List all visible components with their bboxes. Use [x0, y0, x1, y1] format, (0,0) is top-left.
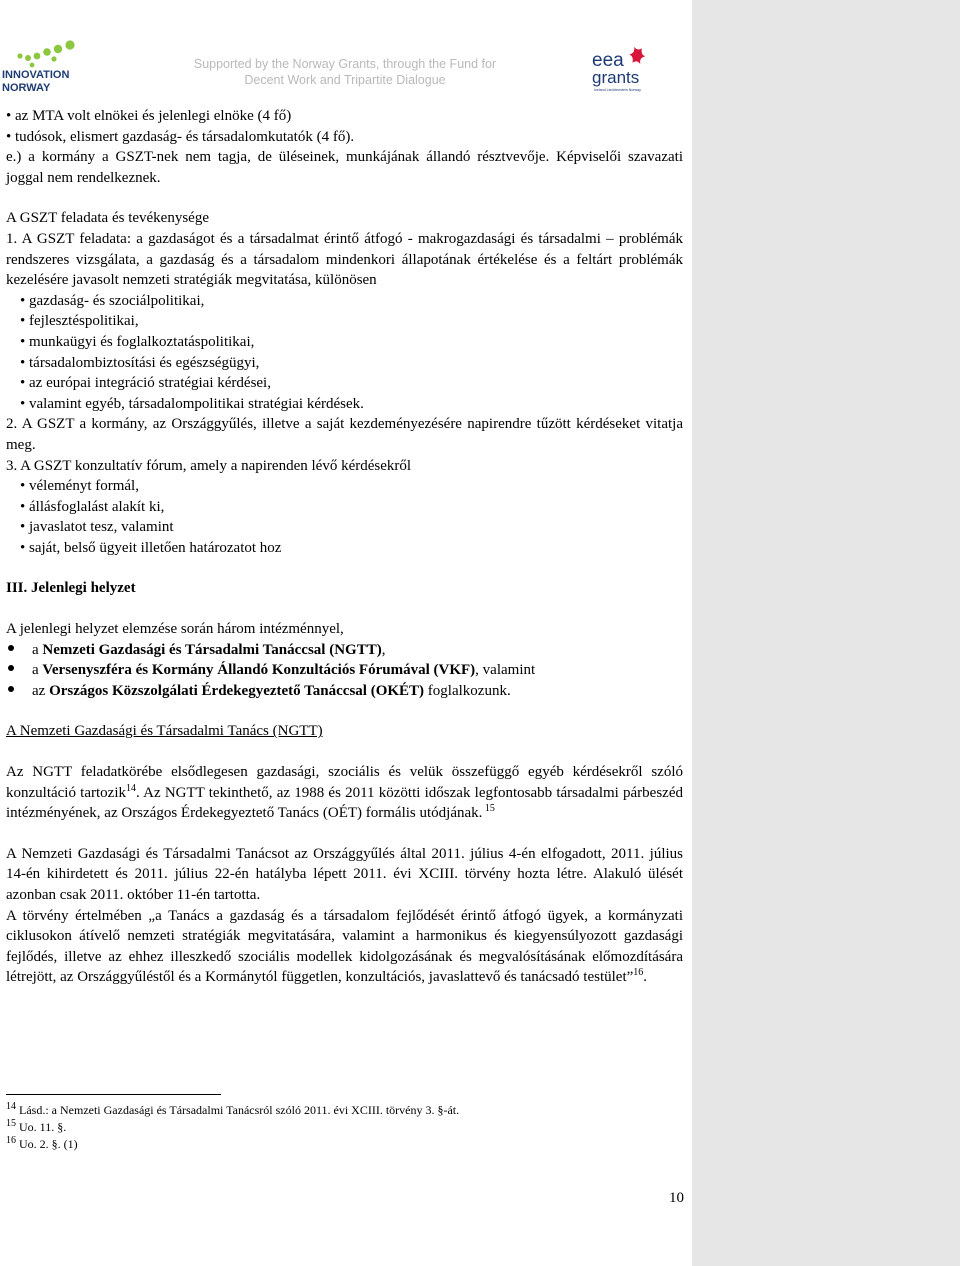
footnote: $^{14}$ Lásd.: a Nemzeti Gazdasági és Társadalmi Tanácsról szóló 2011. évi XCIII. törvény 3. §-át. [6, 1101, 460, 1117]
paragraph-3: 3. A GSZT konzultatív fórum, amely a napirenden lévő kérdésekről [6, 457, 412, 474]
right-margin-panel [692, 0, 960, 1266]
list-item: • fejlesztéspolitikai, [20, 313, 139, 330]
header-funding-note [160, 56, 530, 88]
eea-grants-logo [592, 46, 664, 98]
institution-item: a Nemzeti Gazdasági és Társadalmi Tanáccsal (NGTT), [6, 640, 683, 661]
list-item: • gazdaság- és szociálpolitikai, [20, 292, 205, 309]
ngtt-paragraph-3: A törvény értelmében „a Tanács a gazdaság és a társadalom fejlődését érintő átfogó ügyek, a kormányzati ciklusokon átívelő nemzeti stratégiák megvitatására, valamint a harmonikus és kiegyensúlyozott gazdasági fejlődés, illetve az ehhez illeszkedő szociális modellek kidolgozásának és megvalósításának előmozdítására létrejött, az Országgyűléstől és a Kormánytól független, konzultációs, javaslattevő és tanácsadó testület”$^{16}$. [6, 907, 683, 986]
intro-text: A jelenlegi helyzet elemzése során három intézménnyel, [6, 621, 344, 638]
list-item: • valamint egyéb, társadalompolitikai stratégiai kérdések. [20, 395, 364, 412]
ngtt-heading: A Nemzeti Gazdasági és Társadalmi Tanács (NGTT) [6, 723, 323, 740]
logo-tagline: Iceland Liechtenstein Norway [594, 88, 641, 92]
innovation-norway-logo [2, 40, 94, 98]
list-item: • társadalombiztosítási és egészségügyi, [20, 354, 260, 371]
list-item: • saját, belső ügyeit illetően határozatot hoz [20, 539, 282, 556]
header-line-2: Decent Work and Tripartite Dialogue [244, 73, 446, 87]
bullet-item: • tudósok, elismert gazdaság- és társadalomkutatók (4 fő). [6, 128, 355, 145]
logo-word-eea: eea [592, 50, 624, 71]
list-item: • állásfoglalást alakít ki, [20, 498, 165, 515]
bullet-dot-icon [8, 686, 14, 692]
list-item: • javaslatot tesz, valamint [20, 519, 174, 536]
footnote-ref: 14 [126, 782, 136, 794]
footnote-separator [6, 1094, 221, 1095]
ngtt-paragraph-1: Az NGTT feladatkörébe elsődlegesen gazdasági, szociális és velük összefüggő egyéb kérdésekről szóló konzultáció tartozik$^{14}$. Az NGTT tekinthető, az 1988 és 2011 közötti időszak legfontosabb társadalmi párbeszéd intézményének, az Országos Érdekegyeztető Tanács (OÉT) formális utódjának. $^{15}$ [6, 764, 683, 822]
paragraph-2: 2. A GSZT a kormány, az Országgyűlés, illetve a saját kezdeményezésére napirendre tűzött kérdéseket vitatja meg. [6, 416, 683, 453]
bullet-dot-icon [8, 645, 14, 651]
footnotes [6, 1102, 683, 1153]
subheading-gszt-tasks: A GSZT feladata és tevékenysége [6, 210, 209, 227]
logo-word-norway: NORWAY [2, 82, 51, 94]
paragraph-1: 1. A GSZT feladata: a gazdaságot és a társadalmat érintő átfogó - makrogazdasági és társadalmi – problémák rendszeres vizsgálata, a gazdaság és a társadalom mindenkori állapotának értékelése és a feltárt problémák kezelésére javasolt nemzeti stratégiák megvitatása, különösen [6, 230, 683, 289]
list-item: • az európai integráció stratégiai kérdései, [20, 375, 271, 392]
bullet-dot-icon [8, 665, 14, 671]
list-item: • véleményt formál, [20, 478, 139, 495]
institution-item: az Országos Közszolgálati Érdekegyeztető Tanáccsal (OKÉT) foglalkozunk. [6, 681, 683, 702]
institution-item: a Versenyszféra és Kormány Állandó Konzultációs Fórumával (VKF), valamint [6, 660, 683, 681]
logo-word-grants: grants [592, 68, 640, 87]
document-body [6, 106, 683, 988]
footnote-ref: 15 [482, 803, 495, 815]
list-item: • munkaügyi és foglalkoztatáspolitikai, [20, 333, 255, 350]
logo-word-innovation: INNOVATION [2, 69, 70, 81]
bullet-item: • az MTA volt elnökei és jelenlegi elnöke (4 fő) [6, 108, 292, 124]
page-number: 10 [669, 1190, 684, 1206]
footnote: $^{15}$ Uo. 11. §. [6, 1118, 67, 1134]
section-heading: III. Jelenlegi helyzet [6, 580, 136, 597]
header-line-1: Supported by the Norway Grants, through the Fund for [193, 57, 497, 71]
paragraph-e: e.) a kormány a GSZT-nek nem tagja, de üléseinek, munkájának állandó résztvevője. Képviselői szavazati joggal nem rendelkeznek. [6, 149, 683, 186]
footnote: $^{16}$ Uo. 2. §. (1) [6, 1135, 78, 1151]
footnote-ref: 16 [633, 967, 644, 979]
ngtt-paragraph-2: A Nemzeti Gazdasági és Társadalmi Tanácsot az Országgyűlés által 2011. július 4-én elfogadott, 2011. július 14-én kihirdetett és 2011. július 22-én hatályba lépett 2011. évi XCIII. törvény hozta létre. Alakuló ülését azonban csak 2011. október 11-én tartotta. [6, 845, 683, 903]
